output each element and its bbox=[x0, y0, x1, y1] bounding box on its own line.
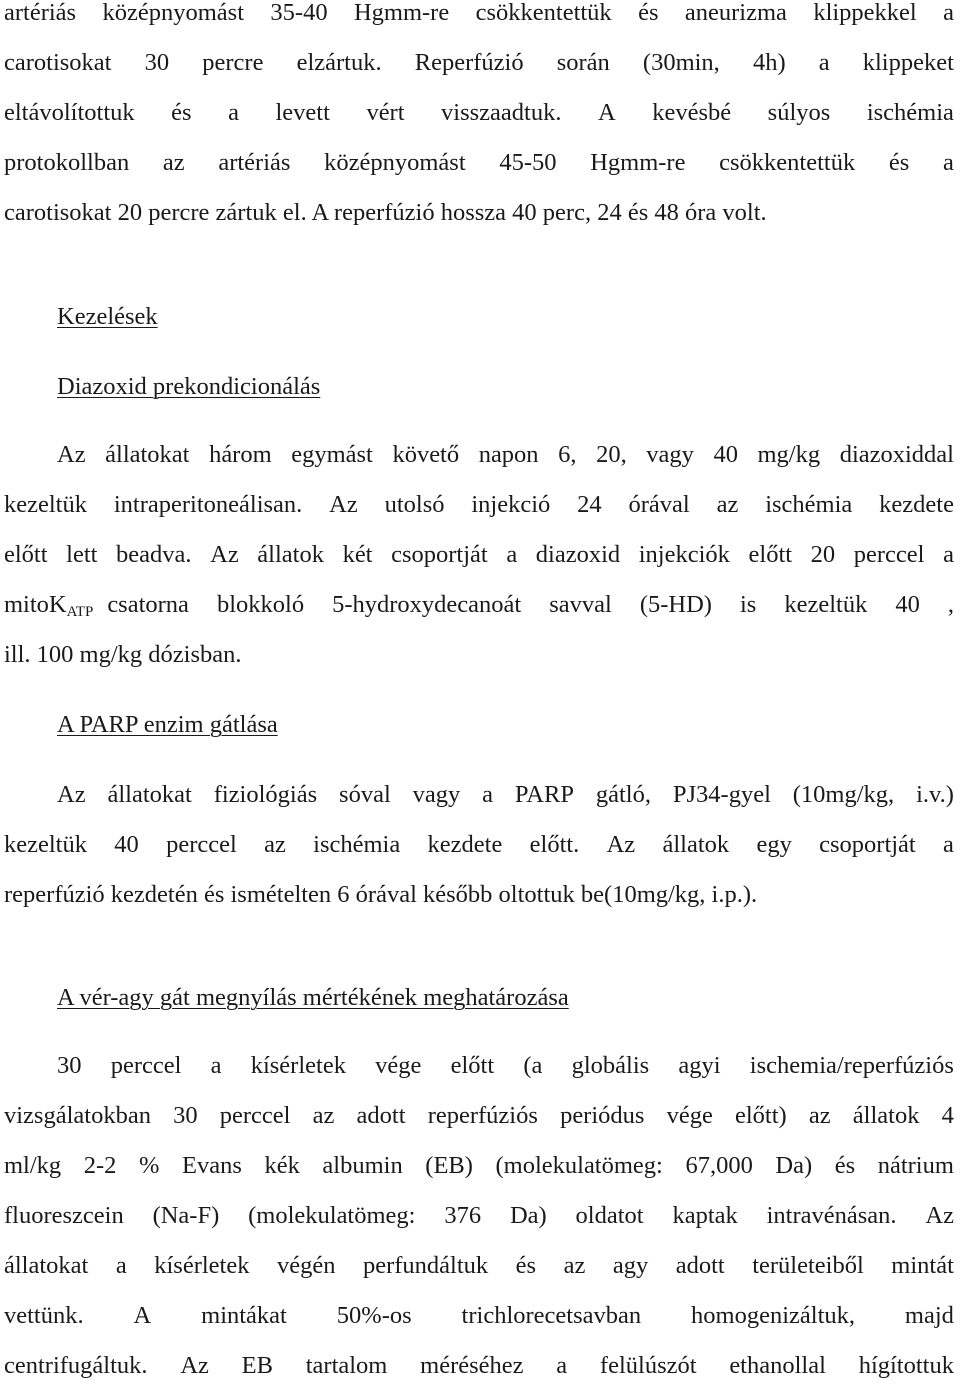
word: Az bbox=[329, 491, 358, 518]
word: Az bbox=[57, 441, 86, 468]
word: hígítottuk bbox=[858, 1352, 954, 1379]
word: két bbox=[342, 541, 373, 568]
word: a bbox=[943, 0, 954, 26]
word: perfundáltuk bbox=[362, 1252, 489, 1279]
word: (EB) bbox=[425, 1152, 473, 1179]
word: diazoxiddal bbox=[839, 441, 954, 468]
word: aneurizma bbox=[684, 0, 787, 26]
word: sóval bbox=[339, 781, 391, 808]
word: a bbox=[506, 541, 518, 568]
word: 5-hydroxydecanoát bbox=[332, 591, 522, 618]
word: és bbox=[834, 1152, 856, 1179]
word: perccel bbox=[110, 1052, 182, 1079]
word: EB bbox=[241, 1352, 273, 1379]
word: 30 bbox=[57, 1052, 82, 1079]
word: % bbox=[139, 1152, 160, 1179]
word: 2-2 bbox=[83, 1152, 117, 1179]
word: nátrium bbox=[877, 1152, 954, 1179]
word: kék bbox=[264, 1152, 300, 1179]
word: Az bbox=[925, 1202, 954, 1229]
parp-line-1 bbox=[57, 770, 954, 820]
word: a bbox=[228, 99, 239, 126]
word: csökkentettük bbox=[475, 0, 612, 26]
word: az bbox=[808, 1102, 831, 1129]
word: blokkoló bbox=[216, 591, 305, 618]
word: Az bbox=[180, 1352, 209, 1379]
word: klippekkel bbox=[813, 0, 917, 26]
word: állatokat bbox=[107, 781, 192, 808]
word: mg/kg bbox=[757, 441, 821, 468]
word: csoportját bbox=[819, 831, 916, 858]
word: (molekulatömeg: bbox=[495, 1152, 663, 1179]
word: csatorna bbox=[107, 591, 189, 618]
word: vége bbox=[375, 1052, 422, 1079]
word: kísérletek bbox=[154, 1252, 250, 1279]
word: homogenizáltuk, bbox=[691, 1302, 856, 1329]
word: mintákat bbox=[201, 1302, 287, 1329]
word: állatok bbox=[852, 1102, 920, 1129]
word: állatokat bbox=[4, 1252, 89, 1279]
word: ml/kg bbox=[4, 1152, 62, 1179]
word: az bbox=[563, 1252, 586, 1279]
word: egymást bbox=[291, 441, 373, 468]
word: a bbox=[943, 831, 954, 858]
word: kezeltük bbox=[4, 831, 87, 858]
word: súlyos bbox=[767, 99, 831, 126]
word: 20, bbox=[596, 441, 627, 468]
word: 40 bbox=[713, 441, 738, 468]
word: (5-HD) bbox=[639, 591, 712, 618]
word: és bbox=[638, 0, 659, 26]
word: adott bbox=[356, 1102, 406, 1129]
parp-line-3: reperfúzió kezdetén és ismételten 6 órával később oltottuk be(10mg/kg, i.p.). bbox=[4, 881, 758, 908]
word: 35-40 bbox=[270, 0, 328, 26]
word: carotisokat bbox=[4, 49, 112, 76]
word: , bbox=[947, 591, 954, 618]
word: vettünk. bbox=[4, 1302, 84, 1329]
word: a bbox=[943, 541, 954, 568]
word: savval bbox=[549, 591, 612, 618]
word: i.v.) bbox=[916, 781, 954, 808]
word: PJ34-gyel bbox=[672, 781, 771, 808]
bbb-line-2 bbox=[4, 1091, 954, 1141]
bbb-line-6 bbox=[4, 1291, 954, 1341]
bbb-line-3 bbox=[4, 1141, 954, 1191]
word: kezeltük bbox=[784, 591, 868, 618]
word: csoportját bbox=[391, 541, 488, 568]
word: Az bbox=[210, 541, 239, 568]
word: (Na-F) bbox=[152, 1202, 220, 1229]
word: a bbox=[482, 781, 494, 808]
paragraph-1-line-3 bbox=[4, 88, 954, 138]
word: ischémia bbox=[866, 99, 954, 126]
word: kezdete bbox=[427, 831, 503, 858]
word: diazoxid bbox=[535, 541, 621, 568]
word: Reperfúzió bbox=[414, 49, 524, 76]
word: kísérletek bbox=[250, 1052, 346, 1079]
word: a bbox=[943, 149, 954, 176]
word: végén bbox=[276, 1252, 336, 1279]
word: artériás bbox=[218, 149, 291, 176]
word: majd bbox=[904, 1302, 954, 1329]
word: intraperitoneálisan. bbox=[113, 491, 303, 518]
word: gátló, bbox=[595, 781, 651, 808]
word: kevésbé bbox=[652, 99, 732, 126]
paragraph-1-line-5: carotisokat 20 percre zártuk el. A reperfúzió hossza 40 perc, 24 és 48 óra volt. bbox=[4, 199, 767, 226]
word: Da) bbox=[775, 1152, 813, 1179]
word: beadva. bbox=[116, 541, 192, 568]
word: A bbox=[133, 1302, 152, 1329]
word: 4 bbox=[941, 1102, 954, 1129]
word: 40 bbox=[895, 591, 920, 618]
word: és bbox=[171, 99, 192, 126]
word: követő bbox=[392, 441, 460, 468]
word: visszaadtuk. bbox=[441, 99, 562, 126]
bbb-line-4 bbox=[4, 1191, 954, 1241]
word: előtt. bbox=[529, 831, 580, 858]
word: vért bbox=[366, 99, 405, 126]
word: PARP bbox=[514, 781, 574, 808]
word: előtt bbox=[450, 1052, 495, 1079]
word: fluoreszcein bbox=[4, 1202, 124, 1229]
bbb-line-5 bbox=[4, 1241, 954, 1291]
word: vagy bbox=[412, 781, 461, 808]
section-heading-bbb: A vér-agy gát megnyílás mértékének meghatározása bbox=[57, 984, 569, 1011]
word: a bbox=[818, 49, 830, 76]
parp-line-2 bbox=[4, 820, 954, 870]
word: az bbox=[716, 491, 739, 518]
word: centrifugáltuk. bbox=[4, 1352, 148, 1379]
word: az bbox=[264, 831, 286, 858]
paragraph-1-line-2 bbox=[4, 38, 954, 88]
word: területeiből bbox=[752, 1252, 864, 1279]
word: 4h) bbox=[752, 49, 786, 76]
word: perccel bbox=[166, 831, 237, 858]
treatments-line-1 bbox=[57, 430, 954, 480]
word: Da) bbox=[509, 1202, 547, 1229]
word: előtt) bbox=[735, 1102, 787, 1129]
paragraph-1-line-4 bbox=[4, 138, 954, 188]
word: a bbox=[115, 1252, 127, 1279]
word: 376 bbox=[444, 1202, 482, 1229]
word: (30min, bbox=[642, 49, 720, 76]
word: fiziológiás bbox=[213, 781, 318, 808]
word: mintát bbox=[891, 1252, 954, 1279]
word: három bbox=[209, 441, 272, 468]
word: felülúszót bbox=[599, 1352, 697, 1379]
word: tartalom bbox=[305, 1352, 388, 1379]
word: injekció bbox=[471, 491, 551, 518]
word: injekciók bbox=[638, 541, 730, 568]
word: reperfúziós bbox=[427, 1102, 538, 1129]
word: A bbox=[598, 99, 616, 126]
word: Az bbox=[606, 831, 636, 858]
word: 20 bbox=[810, 541, 836, 568]
word: oldatot bbox=[575, 1202, 644, 1229]
word: a bbox=[556, 1352, 568, 1379]
word: (10mg/kg, bbox=[792, 781, 895, 808]
treatments-line-2 bbox=[4, 480, 954, 530]
word: állatokat bbox=[105, 441, 190, 468]
word: vagy bbox=[646, 441, 694, 468]
word: 50%-os bbox=[336, 1302, 412, 1329]
word: agyi bbox=[678, 1052, 721, 1079]
word: az bbox=[162, 149, 185, 176]
word: periódus bbox=[560, 1102, 645, 1129]
word: során bbox=[556, 49, 610, 76]
word: előtt bbox=[748, 541, 793, 568]
word: és bbox=[515, 1252, 537, 1279]
word: és bbox=[888, 149, 910, 176]
mitok-term: mitoK$_{ATP}$ bbox=[4, 591, 94, 620]
word: Hgmm-re bbox=[590, 149, 686, 176]
word: az bbox=[312, 1102, 335, 1129]
word: utolsó bbox=[384, 491, 445, 518]
treatments-line-3 bbox=[4, 530, 954, 580]
word: Evans bbox=[182, 1152, 242, 1179]
word: vizsgálatokban bbox=[4, 1102, 151, 1129]
word: trichlorecetsavban bbox=[461, 1302, 642, 1329]
subsection-heading-diazoxide: Diazoxid prekondicionálás bbox=[57, 373, 321, 400]
word: perccel bbox=[853, 541, 925, 568]
word: elzártuk. bbox=[296, 49, 382, 76]
word: perccel bbox=[219, 1102, 291, 1129]
word: ethanollal bbox=[729, 1352, 826, 1379]
mitok-line-rest bbox=[107, 580, 954, 630]
word: csökkentettük bbox=[719, 149, 856, 176]
word: Hgmm-re bbox=[353, 0, 450, 26]
section-heading-treatments: Kezelések bbox=[57, 303, 158, 330]
word: 40 bbox=[114, 831, 139, 858]
word: méréséhez bbox=[420, 1352, 524, 1379]
word: (a bbox=[523, 1052, 543, 1079]
treatments-line-5: ill. 100 mg/kg dózisban. bbox=[4, 641, 242, 668]
word: 45-50 bbox=[499, 149, 557, 176]
word: (molekulatömeg: bbox=[248, 1202, 416, 1229]
section-heading-parp: A PARP enzim gátlása bbox=[57, 711, 278, 738]
word: előtt bbox=[4, 541, 48, 568]
word: agy bbox=[612, 1252, 649, 1279]
word: klippeket bbox=[862, 49, 954, 76]
word: levett bbox=[275, 99, 330, 126]
word: lett bbox=[66, 541, 98, 568]
word: is bbox=[739, 591, 757, 618]
word: 67,000 bbox=[685, 1152, 753, 1179]
word: vége bbox=[666, 1102, 713, 1129]
word: Az bbox=[57, 781, 86, 808]
word: kezeltük bbox=[4, 491, 87, 518]
word: kaptak bbox=[672, 1202, 738, 1229]
word: állatok bbox=[257, 541, 324, 568]
word: ischémia bbox=[765, 491, 853, 518]
paragraph-1-line-1 bbox=[4, 0, 954, 38]
word: eltávolítottuk bbox=[4, 99, 135, 126]
word: napon bbox=[478, 441, 539, 468]
word: órával bbox=[628, 491, 690, 518]
word: ischemia/reperfúziós bbox=[749, 1052, 954, 1079]
word: középnyomást bbox=[102, 0, 245, 26]
word: albumin bbox=[322, 1152, 403, 1179]
word: adott bbox=[675, 1252, 725, 1279]
word: egy bbox=[756, 831, 792, 858]
word: percre bbox=[202, 49, 264, 76]
word: 30 bbox=[173, 1102, 198, 1129]
word: intravénásan. bbox=[766, 1202, 897, 1229]
word: 24 bbox=[577, 491, 602, 518]
word: 6, bbox=[558, 441, 577, 468]
word: állatok bbox=[662, 831, 730, 858]
word: kezdete bbox=[879, 491, 954, 518]
treatments-line-mitok bbox=[4, 580, 954, 630]
word: középnyomást bbox=[324, 149, 466, 176]
word: 30 bbox=[144, 49, 170, 76]
word: protokollban bbox=[4, 149, 130, 176]
word: artériás bbox=[4, 0, 77, 26]
word: a bbox=[210, 1052, 222, 1079]
bbb-line-1 bbox=[57, 1041, 954, 1091]
word: globális bbox=[571, 1052, 650, 1079]
word: ischémia bbox=[313, 831, 401, 858]
